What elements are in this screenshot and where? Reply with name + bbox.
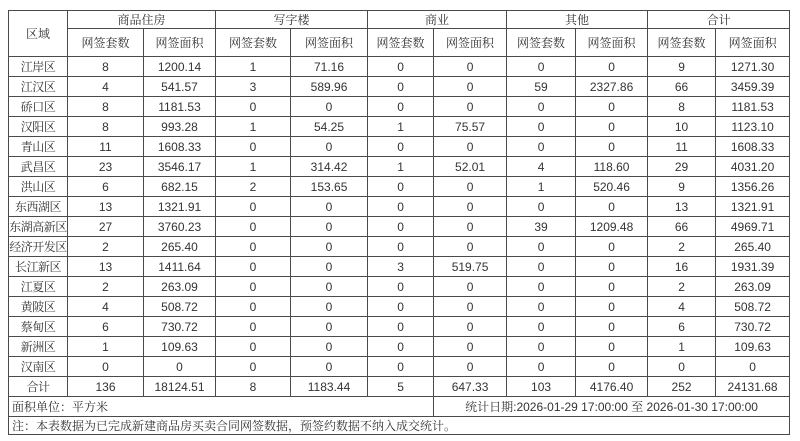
value-cell: 0 xyxy=(216,357,291,377)
value-cell: 0 xyxy=(291,257,368,277)
value-cell: 4176.40 xyxy=(576,377,648,397)
value-cell: 2 xyxy=(648,237,716,257)
value-cell: 11 xyxy=(68,137,144,157)
value-cell: 13 xyxy=(68,197,144,217)
value-cell: 0 xyxy=(368,297,434,317)
value-cell: 2 xyxy=(648,277,716,297)
table-row xyxy=(9,277,790,297)
value-cell: 0 xyxy=(576,277,648,297)
value-cell: 0 xyxy=(291,357,368,377)
value-cell: 1356.26 xyxy=(716,177,790,197)
value-cell: 0 xyxy=(507,257,576,277)
value-cell: 1608.33 xyxy=(716,137,790,157)
value-cell: 252 xyxy=(648,377,716,397)
value-cell: 6 xyxy=(648,317,716,337)
value-cell: 18124.51 xyxy=(144,377,216,397)
network-signing-stats-table xyxy=(8,10,790,435)
value-cell: 2327.86 xyxy=(576,77,648,97)
value-cell: 8 xyxy=(68,117,144,137)
region-cell: 新洲区 xyxy=(9,337,68,357)
value-cell: 730.72 xyxy=(144,317,216,337)
value-cell: 4 xyxy=(68,77,144,97)
value-cell: 1200.14 xyxy=(144,57,216,77)
value-cell: 5 xyxy=(368,377,434,397)
value-cell: 11 xyxy=(648,137,716,157)
value-cell: 8 xyxy=(648,97,716,117)
value-cell: 118.60 xyxy=(576,157,648,177)
value-cell: 3760.23 xyxy=(144,217,216,237)
value-cell: 1 xyxy=(368,157,434,177)
value-cell: 0 xyxy=(576,297,648,317)
value-cell: 29 xyxy=(648,157,716,177)
table-row xyxy=(9,357,790,377)
value-cell: 3 xyxy=(368,257,434,277)
value-cell: 24131.68 xyxy=(716,377,790,397)
value-cell: 23 xyxy=(68,157,144,177)
region-cell: 汉南区 xyxy=(9,357,68,377)
group-header-other: 其他 xyxy=(507,11,648,29)
value-cell: 0 xyxy=(368,237,434,257)
value-cell: 10 xyxy=(648,117,716,137)
value-cell: 4 xyxy=(68,297,144,317)
value-cell: 136 xyxy=(68,377,144,397)
region-cell: 江夏区 xyxy=(9,277,68,297)
region-cell: 东湖高新区 xyxy=(9,217,68,237)
value-cell: 508.72 xyxy=(716,297,790,317)
value-cell: 52.01 xyxy=(434,157,507,177)
value-cell: 263.09 xyxy=(144,277,216,297)
value-cell: 0 xyxy=(576,317,648,337)
value-cell: 0 xyxy=(368,357,434,377)
value-cell: 0 xyxy=(434,237,507,257)
table-row xyxy=(9,337,790,357)
value-cell: 508.72 xyxy=(144,297,216,317)
value-cell: 0 xyxy=(216,197,291,217)
value-cell: 109.63 xyxy=(144,337,216,357)
value-cell: 6 xyxy=(68,177,144,197)
subheader-office-area: 网签面积 xyxy=(291,29,368,57)
value-cell: 0 xyxy=(434,277,507,297)
value-cell: 541.57 xyxy=(144,77,216,97)
value-cell: 0 xyxy=(434,57,507,77)
value-cell: 0 xyxy=(291,137,368,157)
value-cell: 0 xyxy=(434,297,507,317)
value-cell: 519.75 xyxy=(434,257,507,277)
region-cell: 长江新区 xyxy=(9,257,68,277)
value-cell: 0 xyxy=(576,117,648,137)
value-cell: 8 xyxy=(68,97,144,117)
value-cell: 54.25 xyxy=(291,117,368,137)
value-cell: 2 xyxy=(68,237,144,257)
value-cell: 0 xyxy=(576,197,648,217)
subheader-housing-area: 网签面积 xyxy=(144,29,216,57)
value-cell: 682.15 xyxy=(144,177,216,197)
value-cell: 4031.20 xyxy=(716,157,790,177)
value-cell: 75.57 xyxy=(434,117,507,137)
value-cell: 0 xyxy=(368,217,434,237)
table-row xyxy=(9,137,790,157)
value-cell: 0 xyxy=(576,357,648,377)
value-cell: 520.46 xyxy=(576,177,648,197)
value-cell: 0 xyxy=(507,357,576,377)
value-cell: 16 xyxy=(648,257,716,277)
value-cell: 1 xyxy=(216,117,291,137)
value-cell: 0 xyxy=(368,77,434,97)
value-cell: 993.28 xyxy=(144,117,216,137)
value-cell: 0 xyxy=(216,257,291,277)
value-cell: 39 xyxy=(507,217,576,237)
table-row xyxy=(9,117,790,137)
value-cell: 1 xyxy=(216,157,291,177)
value-cell: 0 xyxy=(216,297,291,317)
footer-note-row xyxy=(9,417,790,435)
value-cell: 0 xyxy=(434,77,507,97)
table-row xyxy=(9,297,790,317)
value-cell: 2 xyxy=(68,277,144,297)
region-cell: 武昌区 xyxy=(9,157,68,177)
value-cell: 1608.33 xyxy=(144,137,216,157)
region-column-header: 区域 xyxy=(9,11,68,57)
value-cell: 0 xyxy=(368,337,434,357)
value-cell: 0 xyxy=(144,357,216,377)
table-body xyxy=(9,57,790,397)
subheader-other-units: 网签套数 xyxy=(507,29,576,57)
table-row xyxy=(9,237,790,257)
value-cell: 153.65 xyxy=(291,177,368,197)
value-cell: 265.40 xyxy=(144,237,216,257)
group-header-housing: 商品住房 xyxy=(68,11,216,29)
region-cell: 江汉区 xyxy=(9,77,68,97)
value-cell: 0 xyxy=(216,137,291,157)
value-cell: 0 xyxy=(507,117,576,137)
subheader-commercial-units: 网签套数 xyxy=(368,29,434,57)
value-cell: 0 xyxy=(291,237,368,257)
value-cell: 263.09 xyxy=(716,277,790,297)
value-cell: 13 xyxy=(648,197,716,217)
value-cell: 0 xyxy=(291,97,368,117)
value-cell: 1209.48 xyxy=(576,217,648,237)
value-cell: 1 xyxy=(68,337,144,357)
value-cell: 0 xyxy=(507,277,576,297)
value-cell: 0 xyxy=(368,97,434,117)
value-cell: 59 xyxy=(507,77,576,97)
group-header-row xyxy=(9,11,790,29)
value-cell: 0 xyxy=(576,97,648,117)
value-cell: 0 xyxy=(576,137,648,157)
value-cell: 4 xyxy=(648,297,716,317)
table-row xyxy=(9,177,790,197)
table-row xyxy=(9,317,790,337)
footer-meta-row xyxy=(9,397,790,417)
value-cell: 0 xyxy=(368,177,434,197)
value-cell: 8 xyxy=(216,377,291,397)
region-cell: 江岸区 xyxy=(9,57,68,77)
value-cell: 1181.53 xyxy=(716,97,790,117)
value-cell: 0 xyxy=(434,337,507,357)
table-row xyxy=(9,217,790,237)
value-cell: 4969.71 xyxy=(716,217,790,237)
value-cell: 0 xyxy=(216,97,291,117)
value-cell: 4 xyxy=(507,157,576,177)
value-cell: 0 xyxy=(576,237,648,257)
value-cell: 647.33 xyxy=(434,377,507,397)
value-cell: 0 xyxy=(648,357,716,377)
group-header-total: 合计 xyxy=(648,11,790,29)
value-cell: 0 xyxy=(434,177,507,197)
value-cell: 0 xyxy=(434,197,507,217)
value-cell: 0 xyxy=(507,57,576,77)
group-header-commercial: 商业 xyxy=(368,11,507,29)
value-cell: 27 xyxy=(68,217,144,237)
value-cell: 0 xyxy=(291,317,368,337)
table-row xyxy=(9,197,790,217)
value-cell: 1 xyxy=(368,117,434,137)
value-cell: 1321.91 xyxy=(144,197,216,217)
subheader-total-units: 网签套数 xyxy=(648,29,716,57)
value-cell: 66 xyxy=(648,217,716,237)
value-cell: 103 xyxy=(507,377,576,397)
value-cell: 0 xyxy=(576,257,648,277)
value-cell: 1181.53 xyxy=(144,97,216,117)
value-cell: 589.96 xyxy=(291,77,368,97)
value-cell: 0 xyxy=(716,357,790,377)
value-cell: 6 xyxy=(68,317,144,337)
value-cell: 0 xyxy=(434,317,507,337)
value-cell: 0 xyxy=(507,297,576,317)
region-cell: 合计 xyxy=(9,377,68,397)
value-cell: 0 xyxy=(507,97,576,117)
value-cell: 0 xyxy=(291,217,368,237)
value-cell: 265.40 xyxy=(716,237,790,257)
value-cell: 0 xyxy=(216,237,291,257)
subheader-office-units: 网签套数 xyxy=(216,29,291,57)
region-cell: 洪山区 xyxy=(9,177,68,197)
value-cell: 0 xyxy=(216,217,291,237)
region-cell: 硚口区 xyxy=(9,97,68,117)
value-cell: 0 xyxy=(434,357,507,377)
subheader-housing-units: 网签套数 xyxy=(68,29,144,57)
region-cell: 汉阳区 xyxy=(9,117,68,137)
value-cell: 1123.10 xyxy=(716,117,790,137)
value-cell: 1931.39 xyxy=(716,257,790,277)
value-cell: 0 xyxy=(291,197,368,217)
value-cell: 13 xyxy=(68,257,144,277)
value-cell: 0 xyxy=(68,357,144,377)
value-cell: 0 xyxy=(368,197,434,217)
value-cell: 314.42 xyxy=(291,157,368,177)
table-row xyxy=(9,257,790,277)
region-cell: 蔡甸区 xyxy=(9,317,68,337)
value-cell: 0 xyxy=(216,337,291,357)
table-row xyxy=(9,97,790,117)
region-cell: 黄陂区 xyxy=(9,297,68,317)
value-cell: 3 xyxy=(216,77,291,97)
table-row xyxy=(9,77,790,97)
value-cell: 0 xyxy=(368,57,434,77)
total-row xyxy=(9,377,790,397)
sub-header-row xyxy=(9,29,790,57)
value-cell: 0 xyxy=(368,137,434,157)
group-header-office: 写字楼 xyxy=(216,11,368,29)
region-cell: 东西湖区 xyxy=(9,197,68,217)
value-cell: 0 xyxy=(291,297,368,317)
value-cell: 0 xyxy=(576,337,648,357)
value-cell: 109.63 xyxy=(716,337,790,357)
value-cell: 71.16 xyxy=(291,57,368,77)
value-cell: 0 xyxy=(434,137,507,157)
value-cell: 0 xyxy=(216,317,291,337)
value-cell: 1183.44 xyxy=(291,377,368,397)
value-cell: 1321.91 xyxy=(716,197,790,217)
value-cell: 0 xyxy=(291,337,368,357)
value-cell: 0 xyxy=(507,317,576,337)
value-cell: 66 xyxy=(648,77,716,97)
table-note: 注：本表数据为已完成新建商品房买卖合同网签数据，预签约数据不纳入成交统计。 xyxy=(9,417,790,435)
table-row xyxy=(9,57,790,77)
value-cell: 9 xyxy=(648,57,716,77)
value-cell: 0 xyxy=(507,137,576,157)
value-cell: 0 xyxy=(507,337,576,357)
value-cell: 3546.17 xyxy=(144,157,216,177)
region-cell: 青山区 xyxy=(9,137,68,157)
value-cell: 0 xyxy=(368,277,434,297)
subheader-other-area: 网签面积 xyxy=(576,29,648,57)
subheader-total-area: 网签面积 xyxy=(716,29,790,57)
value-cell: 730.72 xyxy=(716,317,790,337)
subheader-commercial-area: 网签面积 xyxy=(434,29,507,57)
region-cell: 经济开发区 xyxy=(9,237,68,257)
stat-period-label: 统计日期:2026-01-29 17:00:00 至 2026-01-30 17:00:00 xyxy=(434,397,790,417)
value-cell: 9 xyxy=(648,177,716,197)
value-cell: 8 xyxy=(68,57,144,77)
value-cell: 0 xyxy=(291,277,368,297)
value-cell: 1411.64 xyxy=(144,257,216,277)
value-cell: 2 xyxy=(216,177,291,197)
value-cell: 3459.39 xyxy=(716,77,790,97)
value-cell: 0 xyxy=(216,277,291,297)
value-cell: 0 xyxy=(507,197,576,217)
value-cell: 0 xyxy=(507,237,576,257)
area-unit-label: 面积单位：平方米 xyxy=(9,397,434,417)
value-cell: 0 xyxy=(368,317,434,337)
value-cell: 0 xyxy=(434,217,507,237)
table-row xyxy=(9,157,790,177)
value-cell: 0 xyxy=(434,97,507,117)
value-cell: 1 xyxy=(507,177,576,197)
value-cell: 1 xyxy=(216,57,291,77)
value-cell: 1 xyxy=(648,337,716,357)
value-cell: 1271.30 xyxy=(716,57,790,77)
value-cell: 0 xyxy=(576,57,648,77)
